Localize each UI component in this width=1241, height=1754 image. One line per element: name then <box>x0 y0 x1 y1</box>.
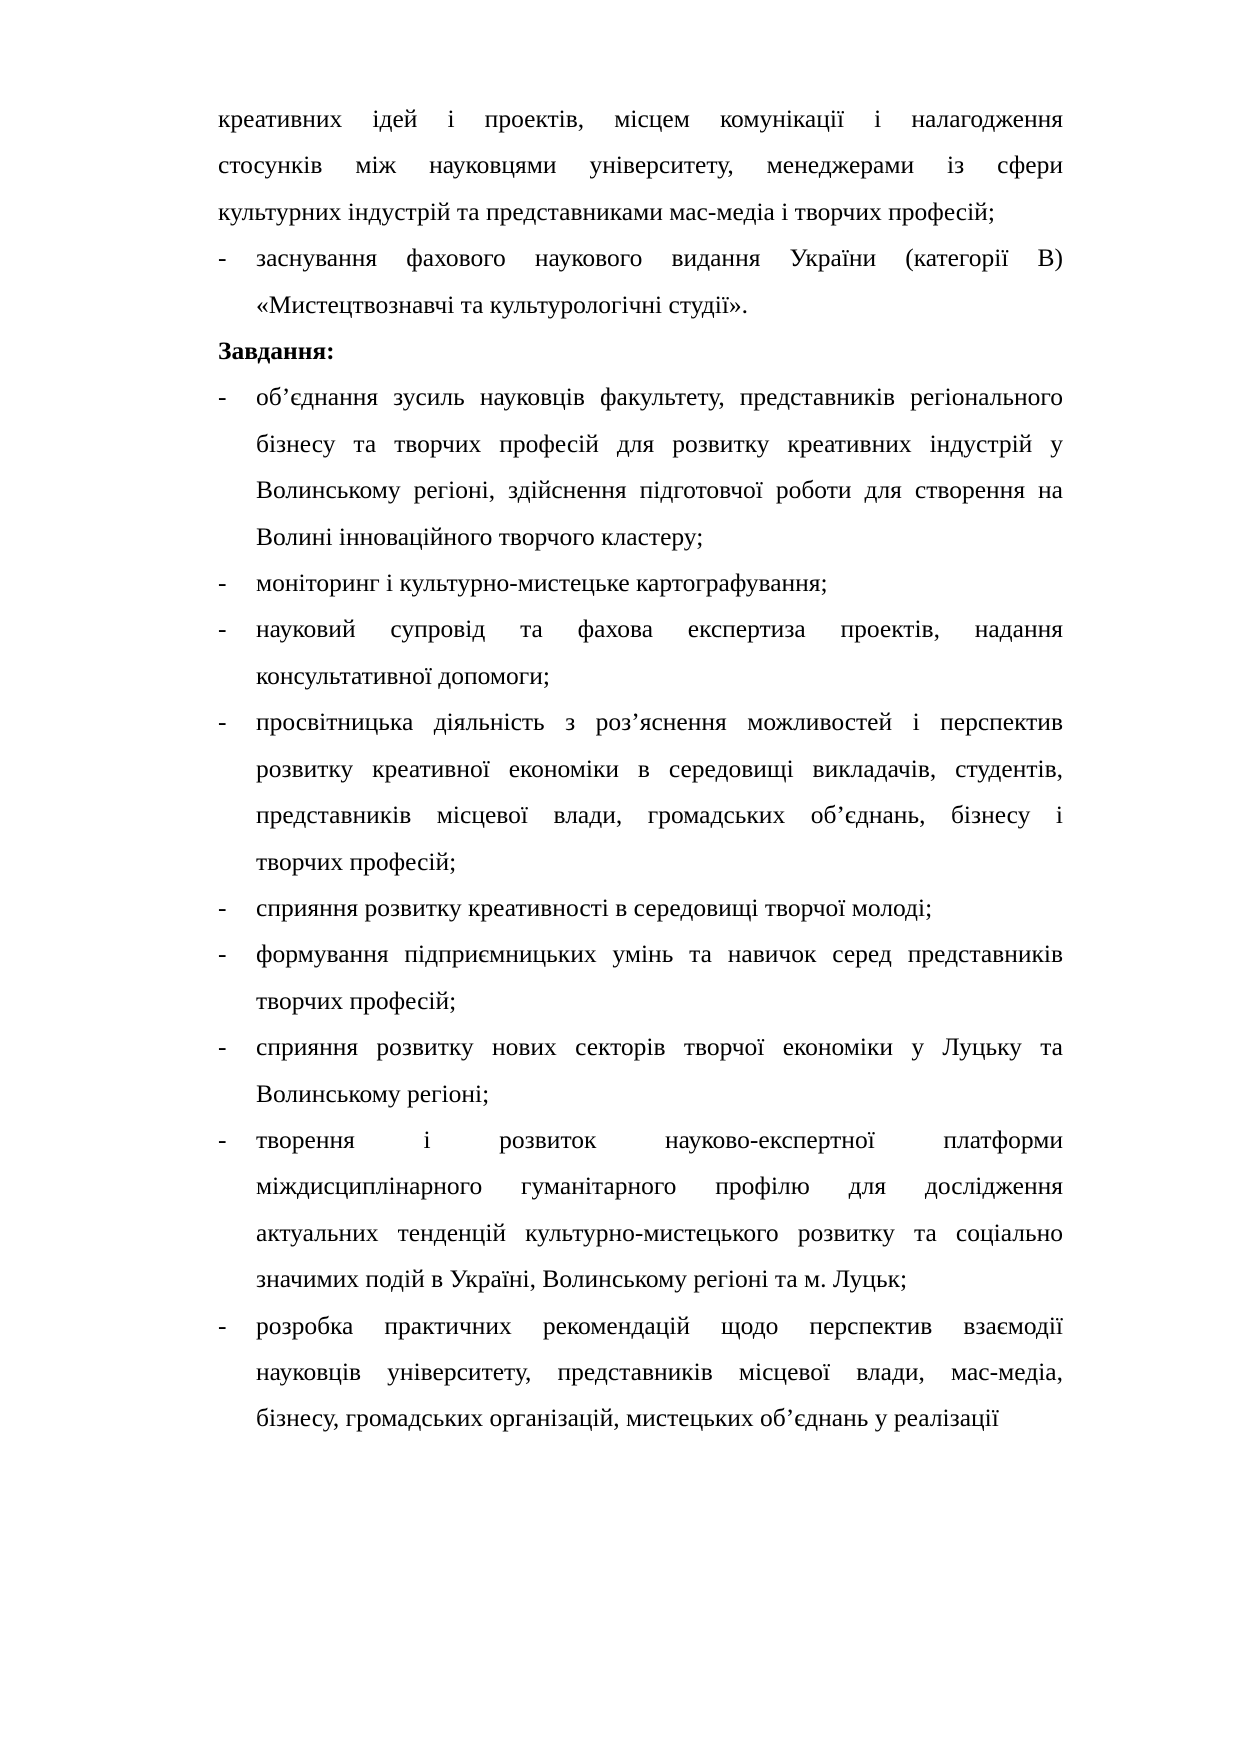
section-heading: Завдання: <box>218 336 335 366</box>
list-item-line: розробка практичних рекомендацій щодо перспектив взаємодії <box>256 1310 1063 1340</box>
list-item-line: значимих подій в Україні, Волинському регіоні та м. Луцьк; <box>256 1264 908 1294</box>
continued-paragraph <box>218 96 1063 235</box>
list-item-line: Волинському регіоні, здійснення підготовчої роботи для створення на <box>256 475 1063 505</box>
bullet-dash-icon: - <box>218 707 227 737</box>
list-item <box>218 560 1063 606</box>
list-item-line: просвітницька діяльність з роз’яснення можливостей і перспектив <box>256 707 1063 737</box>
list-item <box>218 606 1063 699</box>
bullet-dash-icon: - <box>218 1124 227 1154</box>
list-item-line: заснування фахового наукового видання України (категорії В) <box>256 243 1063 273</box>
tasks-list <box>218 374 1063 1441</box>
paragraph-line: культурних індустрій та представниками мас-медіа і творчих професій; <box>218 196 995 226</box>
list-item <box>218 1117 1063 1303</box>
list-item-line: «Мистецтвознавчі та культурологічні студії». <box>256 289 749 319</box>
pre-heading-list <box>218 235 1063 328</box>
list-item <box>218 885 1063 931</box>
list-item-line: міждисциплінарного гуманітарного профілю для дослідження <box>256 1171 1063 1201</box>
list-item-line: бізнесу, громадських організацій, мистецьких об’єднань у реалізації <box>256 1403 999 1433</box>
list-item-line: бізнесу та творчих професій для розвитку креативних індустрій у <box>256 428 1063 458</box>
list-item-line: творчих професій; <box>256 985 457 1015</box>
document-body <box>218 96 1063 1442</box>
list-item-line: консультативної допомоги; <box>256 660 550 690</box>
list-item-line: творення і розвиток науково-експертної платформи <box>256 1124 1063 1154</box>
bullet-dash-icon: - <box>218 614 227 644</box>
paragraph-line: креативних ідей і проектів, місцем комунікації і налагодження <box>218 104 1063 133</box>
list-item-line: Волині інноваційного творчого кластеру; <box>256 521 704 551</box>
bullet-dash-icon: - <box>218 382 227 412</box>
list-item <box>218 374 1063 560</box>
bullet-dash-icon: - <box>218 568 227 598</box>
bullet-dash-icon: - <box>218 1032 227 1062</box>
list-item-line: представників місцевої влади, громадських об’єднань, бізнесу і <box>256 800 1063 830</box>
bullet-dash-icon: - <box>218 1310 227 1340</box>
bullet-dash-icon: - <box>218 243 227 273</box>
list-item-line: творчих професій; <box>256 846 457 876</box>
list-item-line: Волинському регіоні; <box>256 1078 490 1108</box>
list-item-line: сприяння розвитку нових секторів творчої економіки у Луцьку та <box>256 1032 1063 1062</box>
list-item-line: об’єднання зусиль науковців факультету, представників регіонального <box>256 382 1063 412</box>
list-item-line: моніторинг і культурно-мистецьке картографування; <box>256 568 828 598</box>
list-item-line: науковців університету, представників місцевої влади, мас-медіа, <box>256 1356 1063 1386</box>
list-item <box>218 235 1063 328</box>
list-item <box>218 1303 1063 1442</box>
paragraph-line: стосунків між науковцями університету, менеджерами із сфери <box>218 150 1063 180</box>
list-item <box>218 931 1063 1024</box>
list-item-line: науковий супровід та фахова експертиза проектів, надання <box>256 614 1063 644</box>
list-item-line: формування підприємницьких умінь та навичок серед представників <box>256 939 1063 969</box>
list-item-line: сприяння розвитку креативності в середовищі творчої молоді; <box>256 892 933 922</box>
list-item-line: актуальних тенденцій культурно-мистецького розвитку та соціально <box>256 1217 1063 1247</box>
list-item-line: розвитку креативної економіки в середовищі викладачів, студентів, <box>256 753 1063 783</box>
list-item <box>218 699 1063 885</box>
bullet-dash-icon: - <box>218 939 227 969</box>
bullet-dash-icon: - <box>218 892 227 922</box>
list-item <box>218 1024 1063 1117</box>
